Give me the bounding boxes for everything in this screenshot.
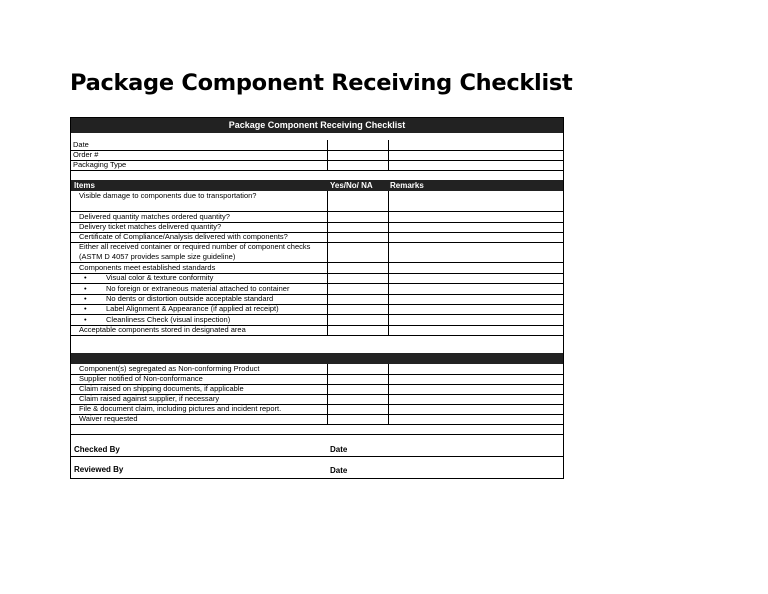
checklist-item-0-remarks-cell[interactable] — [389, 191, 564, 212]
nonconformance-item-3-remarks-cell[interactable] — [389, 394, 564, 405]
bullet-icon: • — [84, 284, 87, 293]
checklist-item-3-response-cell[interactable] — [328, 232, 389, 243]
checklist-item-0 — [71, 191, 563, 212]
info-row-2-label-cell — [71, 160, 328, 171]
bullet-icon: • — [84, 294, 87, 303]
nonconformance-item-1-label-cell — [71, 374, 328, 385]
checklist-item-10-text: Cleanliness Check (visual inspection) — [106, 315, 231, 324]
nonconformance-item-3-text: Claim raised against supplier, if necessary — [79, 394, 220, 403]
nonconformance-item-1-remarks-cell[interactable] — [389, 374, 564, 385]
checklist-item-2-response-cell[interactable] — [328, 222, 389, 233]
checklist-item-11-response-cell[interactable] — [328, 325, 389, 336]
checklist-item-2-label-cell — [71, 222, 328, 233]
checklist-item-0-response-cell[interactable] — [328, 191, 389, 212]
checklist-item-7 — [71, 284, 563, 295]
checklist-item-4-remarks-cell[interactable] — [389, 242, 564, 263]
checklist-item-9-remarks-cell[interactable] — [389, 304, 564, 315]
checklist-item-7-text: No foreign or extraneous material attached to container — [106, 284, 290, 293]
nonconformance-item-4-text: File & document claim, including pictures and incident report. — [79, 404, 282, 413]
checklist-item-3-remarks-cell[interactable] — [389, 232, 564, 243]
checklist-item-2-remarks-cell[interactable] — [389, 222, 564, 233]
nonconformance-item-4-label-cell — [71, 404, 328, 415]
info-row-0-label-cell — [71, 140, 328, 151]
info-row-0-response-cell[interactable] — [328, 140, 389, 151]
checklist-item-1-text: Delivered quantity matches ordered quantity? — [79, 212, 230, 221]
remarks-header: Remarks — [390, 181, 424, 190]
bullet-icon: • — [84, 304, 87, 313]
checklist-item-3 — [71, 232, 563, 243]
nonconformance-item-2-response-cell[interactable] — [328, 384, 389, 395]
nonconformance-item-5-label-cell — [71, 414, 328, 425]
checklist-item-3-label-cell — [71, 232, 328, 243]
checklist-item-6 — [71, 273, 563, 284]
checklist-item-4-label-cell — [71, 242, 328, 263]
info-row-0-remarks-cell[interactable] — [389, 140, 564, 151]
nonconformance-item-0-response-cell[interactable] — [328, 364, 389, 375]
nonconformance-item-1 — [71, 374, 563, 385]
checklist-item-11 — [71, 325, 563, 336]
nonconformance-item-2-text: Claim raised on shipping documents, if applicable — [79, 384, 244, 393]
nonconformance-item-2 — [71, 384, 563, 395]
signoff-divider-top — [71, 434, 563, 435]
yes-no-na-header: Yes/No/ NA — [330, 181, 373, 190]
checklist-item-8 — [71, 294, 563, 305]
checklist-item-10-remarks-cell[interactable] — [389, 315, 564, 326]
nonconformance-item-1-text: Supplier notified of Non-conformance — [79, 374, 203, 383]
checklist-item-2-text: Delivery ticket matches delivered quantity? — [79, 222, 222, 231]
info-row-2-remarks-cell[interactable] — [389, 160, 564, 171]
nonconformance-item-0-label-cell — [71, 364, 328, 375]
bullet-icon: • — [84, 273, 87, 282]
nonconformance-item-3-label-cell — [71, 394, 328, 405]
checklist-item-3-text: Certificate of Compliance/Analysis delivered with components? — [79, 232, 288, 241]
checklist-item-5-response-cell[interactable] — [328, 263, 389, 274]
info-row-2-text: Packaging Type — [73, 160, 127, 169]
nonconformance-item-2-remarks-cell[interactable] — [389, 384, 564, 395]
checklist-item-5-label-cell — [71, 263, 328, 274]
nonconformance-item-2-label-cell — [71, 384, 328, 395]
checklist-item-9-label-cell — [71, 304, 328, 315]
checklist-item-11-text: Acceptable components stored in designated area — [79, 325, 246, 334]
checklist-item-6-text: Visual color & texture conformity — [106, 273, 214, 282]
checklist-item-7-label-cell — [71, 284, 328, 295]
info-row-1-label-cell — [71, 150, 328, 161]
checklist-item-6-remarks-cell[interactable] — [389, 273, 564, 284]
checklist-item-9-text: Label Alignment & Appearance (if applied at receipt) — [106, 304, 279, 313]
checklist-item-4-response-cell[interactable] — [328, 242, 389, 263]
checklist-item-11-remarks-cell[interactable] — [389, 325, 564, 336]
checklist-item-1-response-cell[interactable] — [328, 212, 389, 223]
nonconformance-item-5-response-cell[interactable] — [328, 414, 389, 425]
info-row-1-remarks-cell[interactable] — [389, 150, 564, 161]
checklist-item-8-response-cell[interactable] — [328, 294, 389, 305]
nonconformance-item-4-remarks-cell[interactable] — [389, 404, 564, 415]
checklist-item-10-label-cell — [71, 315, 328, 326]
checklist-sheet — [70, 117, 564, 479]
checklist-item-7-response-cell[interactable] — [328, 284, 389, 295]
checklist-item-4-text: Either all received container or required number of component checks (ASTM D 4057 provides sample size guideline) — [79, 242, 311, 262]
signoff-divider-mid — [71, 456, 563, 457]
nonconformance-item-3-response-cell[interactable] — [328, 394, 389, 405]
info-row-2 — [71, 160, 563, 171]
checked-by-label: Checked By — [74, 445, 120, 454]
nonconformance-item-0 — [71, 364, 563, 375]
nonconformance-item-0-remarks-cell[interactable] — [389, 364, 564, 375]
checklist-item-9 — [71, 304, 563, 315]
checklist-item-2 — [71, 222, 563, 233]
page-title: Package Component Receiving Checklist — [70, 70, 573, 96]
nonconformance-item-5 — [71, 414, 563, 425]
section-divider-bar — [71, 353, 563, 364]
checklist-item-8-text: No dents or distortion outside acceptable standard — [106, 294, 274, 303]
info-row-1-text: Order # — [73, 150, 99, 159]
nonconformance-item-1-response-cell[interactable] — [328, 374, 389, 385]
checklist-item-0-label-cell — [71, 191, 328, 212]
nonconformance-item-4 — [71, 404, 563, 415]
checklist-item-8-remarks-cell[interactable] — [389, 294, 564, 305]
info-row-0-text: Date — [73, 140, 89, 149]
checklist-item-1-remarks-cell[interactable] — [389, 212, 564, 223]
checklist-item-10 — [71, 315, 563, 326]
checklist-item-10-response-cell[interactable] — [328, 315, 389, 326]
checklist-item-6-response-cell[interactable] — [328, 273, 389, 284]
checklist-item-5-remarks-cell[interactable] — [389, 263, 564, 274]
info-row-2-response-cell[interactable] — [328, 160, 389, 171]
nonconformance-item-3 — [71, 394, 563, 405]
checklist-item-5-text: Components meet established standards — [79, 263, 216, 272]
reviewed-date-label: Date — [330, 466, 348, 475]
bullet-icon: • — [84, 315, 87, 324]
nonconformance-item-5-remarks-cell[interactable] — [389, 414, 564, 425]
checklist-item-4 — [71, 242, 563, 263]
nonconformance-item-0-text: Component(s) segregated as Non-conforming Product — [79, 364, 260, 373]
checklist-item-7-remarks-cell[interactable] — [389, 284, 564, 295]
checklist-item-1 — [71, 212, 563, 223]
info-row-0 — [71, 140, 563, 151]
sheet-banner: Package Component Receiving Checklist — [71, 118, 563, 133]
checklist-item-8-label-cell — [71, 294, 328, 305]
checklist-item-5 — [71, 263, 563, 274]
checklist-item-11-label-cell — [71, 325, 328, 336]
nonconformance-item-5-text: Waiver requested — [79, 414, 138, 423]
checklist-item-9-response-cell[interactable] — [328, 304, 389, 315]
column-header-row — [71, 180, 563, 191]
items-header: Items — [74, 181, 95, 190]
info-row-1 — [71, 150, 563, 161]
checklist-item-0-text: Visible damage to components due to transportation? — [79, 191, 257, 200]
checklist-item-6-label-cell — [71, 273, 328, 284]
nonconformance-item-4-response-cell[interactable] — [328, 404, 389, 415]
info-row-1-response-cell[interactable] — [328, 150, 389, 161]
reviewed-by-label: Reviewed By — [74, 465, 124, 474]
checklist-item-1-label-cell — [71, 212, 328, 223]
checked-date-label: Date — [330, 445, 348, 454]
